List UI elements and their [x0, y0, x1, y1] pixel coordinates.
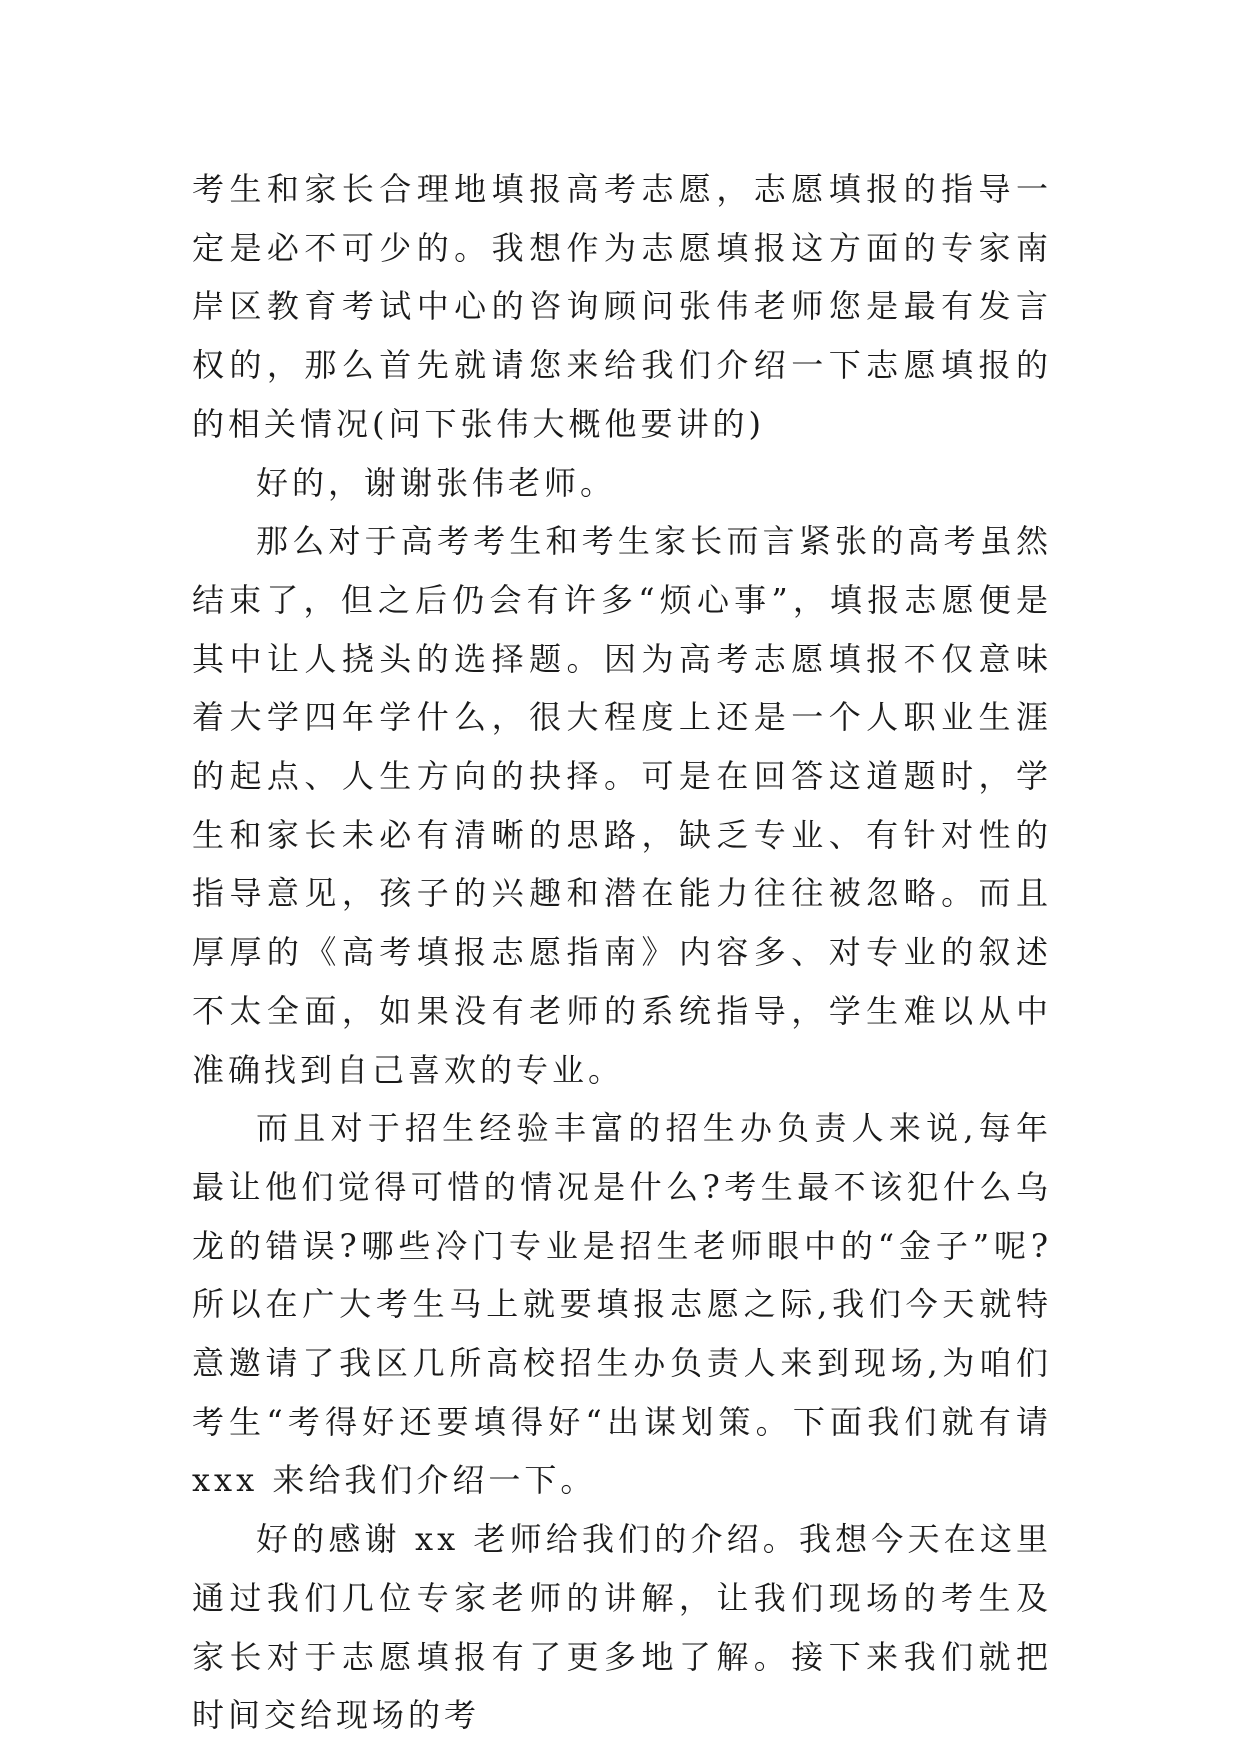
paragraph-thanks-zhang-wei: 好的，谢谢张伟老师。	[256, 463, 617, 502]
paragraph-admissions-officers: 而且对于招生经验丰富的招生办负责人来说,每年最让他们觉得可惜的情况是什么?考生最不该犯什么乌龙的错误?哪些冷门专业是招生老师眼中的“金子”呢?所以在广大考生马上就要填报志愿之际,我们今天就特意邀请了我区几所高校招生办负责人来到现场,为咱们考生“考得好还要填得好“出谋划策。下面我们就有请 xxx 来给我们介绍一下。	[192, 1109, 1052, 1500]
paragraph-volunteer-guidance: 考生和家长合理地填报高考志愿，志愿填报的指导一定是必不可少的。我想作为志愿填报这方面的专家南岸区教育考试中心的咨询顾问张伟老师您是最有发言权的，那么首先就请您来给我们介绍一下志愿填报的的相关情况(问下张伟大概他要讲的)	[192, 170, 1052, 443]
paragraph-closing-thanks: 好的感谢 xx 老师给我们的介绍。我想今天在这里通过我们几位专家老师的讲解，让我们现场的考生及家长对于志愿填报有了更多地了解。接下来我们就把时间交给现场的考	[192, 1520, 1052, 1735]
document-body	[192, 160, 1052, 1745]
paragraph-exam-worries: 那么对于高考考生和考生家长而言紧张的高考虽然结束了，但之后仍会有许多“烦心事”，填报志愿便是其中让人挠头的选择题。因为高考志愿填报不仅意味着大学四年学什么，很大程度上还是一个人职业生涯的起点、人生方向的抉择。可是在回答这道题时，学生和家长未必有清晰的思路，缺乏专业、有针对性的指导意见，孩子的兴趣和潜在能力往往被忽略。而且厚厚的《高考填报志愿指南》内容多、对专业的叙述不太全面，如果没有老师的系统指导，学生难以从中准确找到自己喜欢的专业。	[192, 522, 1052, 1089]
